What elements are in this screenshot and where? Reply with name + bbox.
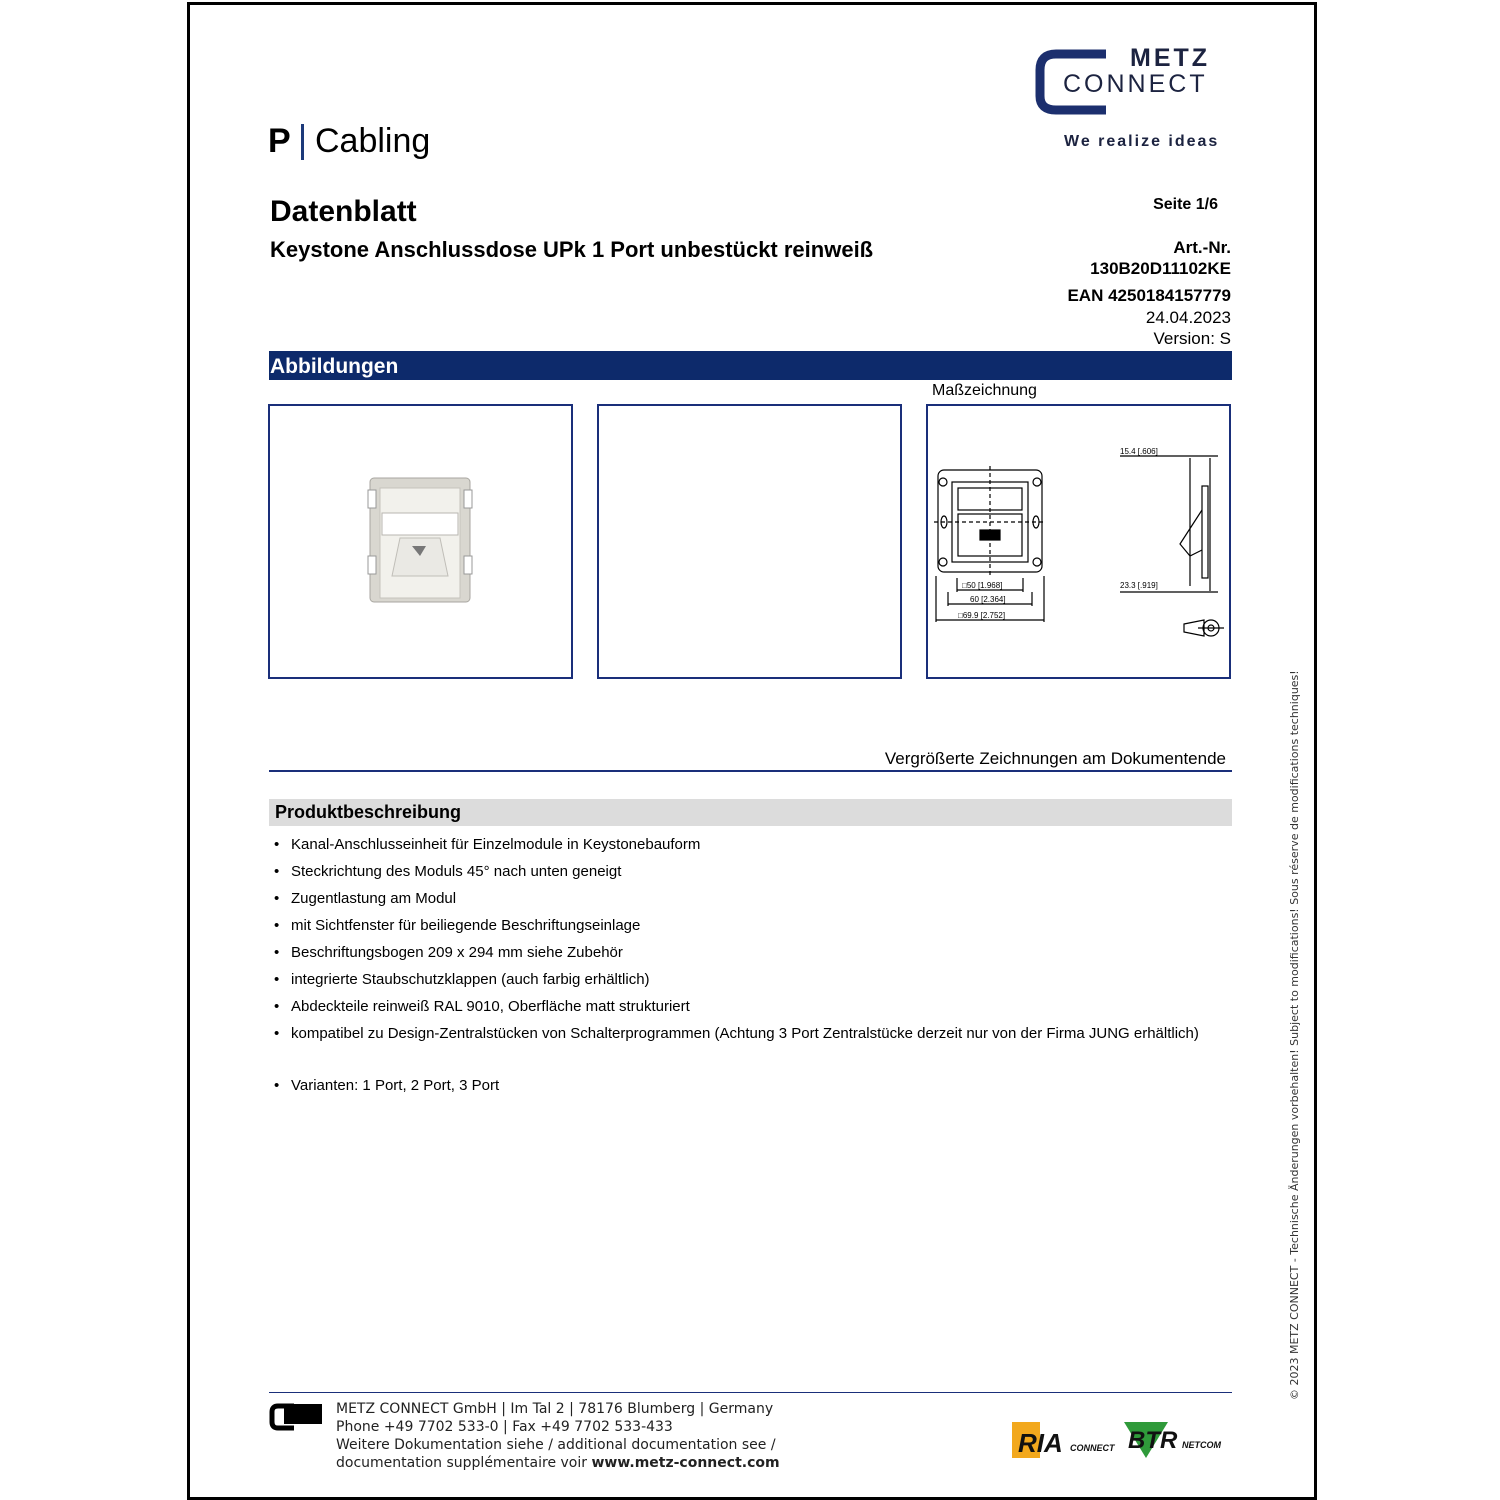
second-image-box bbox=[597, 404, 902, 679]
product-photo-box bbox=[268, 404, 573, 679]
dim-label: 60 [2.364] bbox=[970, 595, 1006, 604]
dimension-drawing-box bbox=[926, 404, 1231, 679]
list-item: • Zugentlastung am Modul bbox=[270, 890, 1199, 917]
brand-metz: METZ bbox=[1130, 44, 1211, 72]
page-number: Seite 1/6 bbox=[1153, 196, 1218, 213]
section-divider bbox=[269, 770, 1232, 772]
list-item: • Beschriftungsbogen 209 x 294 mm siehe Zubehör bbox=[270, 944, 1199, 971]
brand-tagline: We realize ideas bbox=[1064, 133, 1220, 150]
footer-company: METZ CONNECT GmbH | Im Tal 2 | 78176 Blumberg | Germany bbox=[336, 1401, 774, 1417]
ria-logo-sub: CONNECT bbox=[1070, 1443, 1115, 1453]
document-version: Version: S bbox=[1153, 329, 1231, 348]
product-line-divider bbox=[301, 124, 304, 160]
description-list bbox=[270, 836, 1199, 1052]
footer-docs: Weitere Dokumentation siehe / additional documentation see / bbox=[336, 1437, 776, 1453]
dim-label: □50 [1.968] bbox=[962, 581, 1003, 590]
list-item: • Steckrichtung des Moduls 45° nach unten geneigt bbox=[270, 863, 1199, 890]
footer-logo-icon bbox=[268, 1402, 324, 1432]
art-number: 130B20D11102KE bbox=[1090, 259, 1231, 278]
product-title: Keystone Anschlussdose UPk 1 Port unbestückt reinweiß bbox=[270, 237, 874, 262]
partner-logos bbox=[1010, 1418, 1230, 1462]
document-date: 24.04.2023 bbox=[1145, 308, 1231, 327]
copyright-notice: © 2023 METZ CONNECT - Technische Änderungen vorbehalten! Subject to modifications! Sous réserve de modifications techniques! bbox=[1288, 670, 1301, 1400]
enlarged-drawings-note: Vergrößerte Zeichnungen am Dokumentende bbox=[884, 749, 1226, 768]
list-item: • integrierte Staubschutzklappen (auch farbig erhältlich) bbox=[270, 971, 1199, 998]
document-title: Datenblatt bbox=[270, 195, 417, 228]
list-item: • Kanal-Anschlusseinheit für Einzelmodule in Keystonebauform bbox=[270, 836, 1199, 863]
product-line-letter: P bbox=[268, 122, 291, 160]
dimension-drawing-icon bbox=[928, 406, 1229, 677]
figures-heading: Abbildungen bbox=[269, 351, 1232, 380]
footer-docs-fr: documentation supplémentaire voir bbox=[336, 1455, 592, 1471]
list-item: • Abdeckteile reinweiß RAL 9010, Oberfläche matt strukturiert bbox=[270, 998, 1199, 1025]
btr-logo-sub: NETCOM bbox=[1182, 1440, 1221, 1450]
brand-connect: CONNECT bbox=[1063, 70, 1208, 98]
art-label: Art.-Nr. bbox=[1173, 238, 1231, 257]
drawing-caption: Maßzeichnung bbox=[932, 382, 1037, 399]
list-item: • mit Sichtfenster für beiliegende Beschriftungseinlage bbox=[270, 917, 1199, 944]
footer-address bbox=[336, 1400, 780, 1472]
product-line-name: Cabling bbox=[315, 122, 431, 160]
ria-logo-text: RIA bbox=[1018, 1428, 1063, 1458]
footer-website-link[interactable]: www.metz-connect.com bbox=[591, 1455, 780, 1471]
footer-phone: Phone +49 7702 533-0 | Fax +49 7702 533-433 bbox=[336, 1419, 673, 1435]
footer-divider bbox=[269, 1392, 1232, 1393]
dim-label: □69.9 [2.752] bbox=[958, 611, 1006, 620]
product-photo-icon bbox=[270, 406, 571, 677]
list-item: • kompatibel zu Design-Zentralstücken von Schalterprogrammen (Achtung 3 Port Zentralstücke derzeit nur von der Firma JUNG erhältlich) bbox=[270, 1025, 1199, 1052]
ean-number: EAN 4250184157779 bbox=[1067, 286, 1231, 305]
variants-item: • Varianten: 1 Port, 2 Port, 3 Port bbox=[270, 1077, 499, 1094]
description-heading: Produktbeschreibung bbox=[269, 799, 1232, 826]
dim-label: 15.4 [.606] bbox=[1120, 447, 1158, 456]
btr-logo-text: BTR bbox=[1128, 1427, 1178, 1454]
dim-label: 23.3 [.919] bbox=[1120, 581, 1158, 590]
